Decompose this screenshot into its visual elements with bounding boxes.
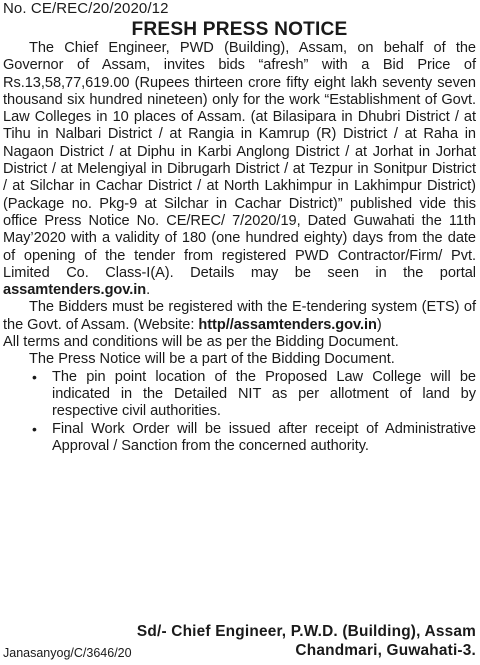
signature-block (3, 623, 476, 663)
bullet-icon: • (32, 420, 37, 437)
list-item-text: The pin point location of the Proposed Law College will be indicated in the Detailed NIT as per allotment of land by respective civil authorities. (52, 368, 476, 420)
conditions-list (3, 369, 476, 455)
signatory-address: Chandmari, Guwahati-3. (295, 642, 476, 659)
registration-text: The Bidders must be registered with the E-tendering system (ETS) of the Govt. of Assam. (Website: (3, 299, 476, 333)
portal-period: . (146, 282, 151, 299)
bullet-icon: • (32, 368, 37, 385)
main-paragraph-text: The Chief Engineer, PWD (Building), Assam, on behalf of the Governor of Assam, invites bids “afresh” with a Bid Price of Rs.13,58,77,619.00 (Rupees thirteen crore fifty eight lakh seventy seven thousand six hundred nineteen) only for the work “Establishment of Govt. Law Colleges in 10 places of Assam. (at Bilasipara in Dhubri District / at Tihu in Nalbari District / at Rangia in Kamrup (R) District / at Raha in Nagaon District / at Diphu in Karbi Anglong District / at Jorhat in Jorhat District / at Melengiyal in Dibrugarh District / at Tezpur in Sonitpur District / at Silchar in Cachar District / at North Lakhimpur in Lakhimpur District) (Package no. Pkg-9 at Silchar in Cachar District)” published vide this office Press Notice No. CE/REC/ 7/2020/19, Dated Guwahati the 11th May’2020 with a validity of 180 (one hundred eighty) days from the date of opening of the tender from registered PWD Contractor/Firm/ Pvt. Limited Co. Class-I(A). Details may be seen in the portal (3, 40, 476, 281)
website-close-paren: ) (376, 316, 382, 333)
signatory-title: Sd/- Chief Engineer, P.W.D. (Building), Assam (136, 623, 476, 640)
terms-line: All terms and conditions will be as per the Bidding Document. (3, 334, 399, 351)
reference-number: No. CE/REC/20/2020/12 (3, 0, 169, 17)
list-item (3, 421, 476, 456)
notice-title: FRESH PRESS NOTICE (131, 18, 348, 40)
website-link-text: http//assamtenders.gov.in (198, 316, 377, 333)
main-paragraph (3, 40, 476, 299)
list-item (3, 369, 476, 421)
advert-code: Janasanyog/C/3646/20 (3, 646, 132, 660)
press-notice-line: The Press Notice will be a part of the Bidding Document. (29, 351, 395, 368)
portal-link-text: assamtenders.gov.in (3, 282, 147, 299)
list-item-text: Final Work Order will be issued after receipt of Administrative Approval / Sanction from the concerned authority. (52, 420, 476, 454)
registration-paragraph (3, 299, 476, 334)
